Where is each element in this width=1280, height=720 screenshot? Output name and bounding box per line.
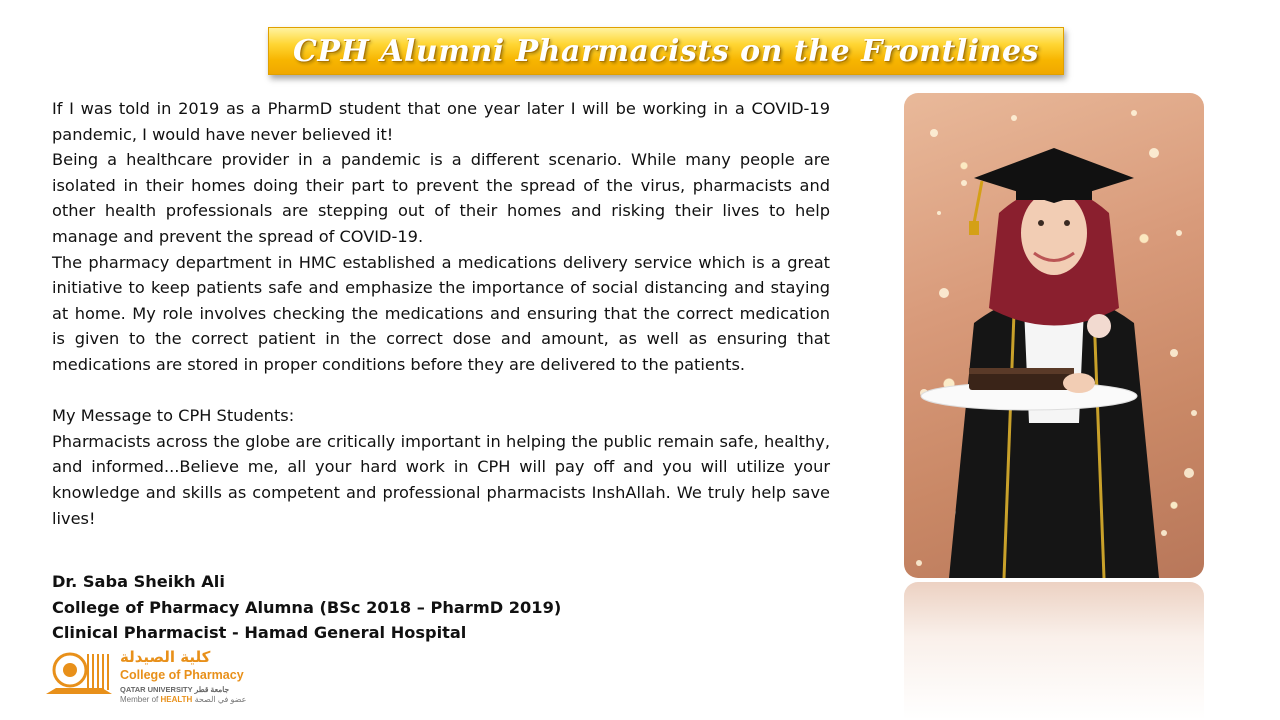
member-arabic: عضو في الصحة bbox=[194, 695, 247, 704]
graduate-illustration bbox=[904, 93, 1204, 578]
college-logo bbox=[42, 648, 257, 710]
paragraph-intro: If I was told in 2019 as a PharmD student that one year later I will be working in a COVID-19 pandemic, I would have never believed it! bbox=[52, 99, 830, 144]
paragraph-role: The pharmacy department in HMC established a medications delivery service which is a great initiative to keep patients safe and emphasize the importance of social distancing and staying at home. My role involves checking the medications and ensuring that the correct medication is given to the correct patient in the correct dose and amount, as well as ensuring that medications are stored in proper conditions before they are delivered to the patients. bbox=[52, 252, 830, 374]
spacer bbox=[52, 378, 830, 404]
paragraph-message: Pharmacists across the globe are critically important in helping the public remain safe, healthy, and informed...Believe me, all your hard work in CPH will pay off and you will utilize your knowledge and skills as competent and professional pharmacists InshAllah. We truly help save lives! bbox=[52, 431, 830, 528]
logo-university: QATAR UNIVERSITY جامعة قطر bbox=[120, 685, 230, 694]
message-heading: My Message to CPH Students: bbox=[52, 406, 295, 426]
college-emblem-icon bbox=[42, 650, 116, 700]
signature-block bbox=[52, 569, 752, 646]
title-banner bbox=[268, 27, 1064, 75]
member-brand: HEALTH bbox=[160, 695, 193, 704]
author-name: Dr. Saba Sheikh Ali bbox=[52, 572, 225, 591]
paragraph-pandemic: Being a healthcare provider in a pandemic is a different scenario. While many people are isolated in their homes doing their part to prevent the spread of the virus, pharmacists and other health professionals are stepping out of their homes and risking their lives to help manage and prevent the spread of COVID-19. bbox=[52, 150, 830, 246]
graduate-photo bbox=[904, 93, 1204, 578]
logo-member-line bbox=[120, 695, 246, 704]
author-degree: College of Pharmacy Alumna (BSc 2018 – PharmD 2019) bbox=[52, 597, 562, 617]
author-position: Clinical Pharmacist - Hamad General Hospital bbox=[52, 623, 467, 643]
member-prefix: Member of bbox=[120, 695, 159, 704]
photo-reflection bbox=[904, 582, 1204, 720]
logo-arabic-name: كلية الصيدلة bbox=[120, 648, 211, 666]
logo-english-name: College of Pharmacy bbox=[120, 668, 244, 682]
banner-title: CPH Alumni Pharmacists on the Frontlines bbox=[293, 33, 1039, 69]
testimonial-body bbox=[52, 96, 830, 531]
